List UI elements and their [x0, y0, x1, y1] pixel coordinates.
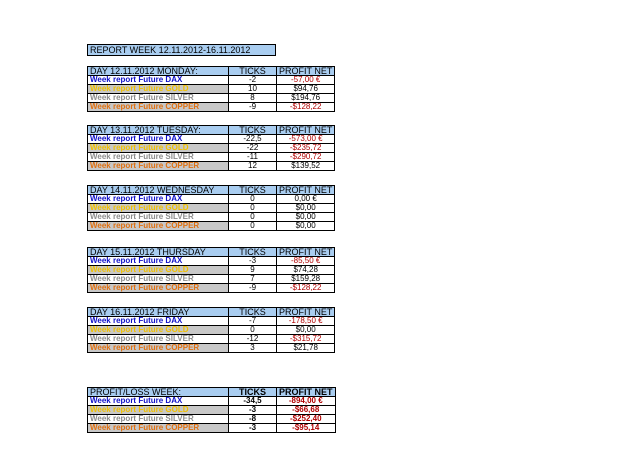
profit-cell: -85,50 €: [277, 257, 335, 266]
table-row: [88, 266, 335, 275]
instrument-label-dax: Week report Future DAX: [88, 317, 229, 326]
table-row: [88, 195, 335, 204]
block-title: DAY 16.11.2012 FRIDAY: [88, 308, 229, 317]
profit-cell: $94,76: [277, 85, 335, 94]
report-title: REPORT WEEK 12.11.2012-16.11.2012: [87, 44, 276, 56]
profit-cell: -$128,22: [277, 284, 335, 293]
table-row: [88, 153, 335, 162]
instrument-label-gold: Week report Future GOLD: [88, 85, 229, 94]
block-title: DAY 13.11.2012 TUESDAY:: [88, 126, 229, 135]
instrument-label-copper: Week report Future COPPER: [88, 424, 229, 433]
instrument-label-gold: Week report Future GOLD: [88, 406, 229, 415]
ticks-header: TICKS: [229, 388, 277, 397]
profit-cell: -$66,68: [277, 406, 336, 415]
profit-cell: -178,50 €: [277, 317, 335, 326]
table-row: [88, 85, 335, 94]
profit-cell: $0,00: [277, 204, 335, 213]
ticks-header: TICKS: [229, 248, 277, 257]
table-row: [88, 415, 336, 424]
table-row: [88, 257, 335, 266]
ticks-cell: -11: [229, 153, 277, 162]
table-row: [88, 406, 336, 415]
instrument-label-gold: Week report Future GOLD: [88, 204, 229, 213]
profit-cell: -573,00 €: [277, 135, 335, 144]
instrument-label-copper: Week report Future COPPER: [88, 162, 229, 171]
profit-cell: -$290,72: [277, 153, 335, 162]
table-row: [88, 213, 335, 222]
table-row: [88, 144, 335, 153]
day-table-1: [87, 66, 335, 112]
ticks-cell: -22,5: [229, 135, 277, 144]
profit-cell: $0,00: [277, 222, 335, 231]
ticks-cell: 10: [229, 85, 277, 94]
instrument-label-silver: Week report Future SILVER: [88, 153, 229, 162]
instrument-label-gold: Week report Future GOLD: [88, 144, 229, 153]
instrument-label-dax: Week report Future DAX: [88, 76, 229, 85]
profit-cell: $139,52: [277, 162, 335, 171]
ticks-cell: 8: [229, 94, 277, 103]
instrument-label-dax: Week report Future DAX: [88, 195, 229, 204]
profit-cell: -894,00 €: [277, 397, 336, 406]
instrument-label-copper: Week report Future COPPER: [88, 103, 229, 112]
table-header-row: [88, 186, 335, 195]
block-title: DAY 12.11.2012 MONDAY:: [88, 67, 229, 76]
table-row: [88, 204, 335, 213]
day-table-2: [87, 125, 335, 171]
table-row: [88, 344, 335, 353]
ticks-cell: 0: [229, 326, 277, 335]
ticks-cell: -3: [229, 424, 277, 433]
instrument-label-silver: Week report Future SILVER: [88, 213, 229, 222]
ticks-cell: -3: [229, 406, 277, 415]
profit-cell: -$252,40: [277, 415, 336, 424]
profit-cell: 0,00 €: [277, 195, 335, 204]
profit-cell: $21,78: [277, 344, 335, 353]
ticks-cell: -9: [229, 103, 277, 112]
ticks-cell: 3: [229, 344, 277, 353]
instrument-label-dax: Week report Future DAX: [88, 257, 229, 266]
table-header-row: [88, 388, 336, 397]
profit-cell: -$128,22: [277, 103, 335, 112]
profit-header: PROFIT NET: [277, 308, 335, 317]
table-header-row: [88, 126, 335, 135]
table-header-row: [88, 67, 335, 76]
table-header-row: [88, 308, 335, 317]
instrument-label-silver: Week report Future SILVER: [88, 275, 229, 284]
ticks-cell: -9: [229, 284, 277, 293]
profit-cell: -$95,14: [277, 424, 336, 433]
table-row: [88, 222, 335, 231]
ticks-cell: -22: [229, 144, 277, 153]
table-row: [88, 284, 335, 293]
ticks-cell: 0: [229, 195, 277, 204]
ticks-header: TICKS: [229, 126, 277, 135]
table-row: [88, 275, 335, 284]
table-row: [88, 103, 335, 112]
ticks-cell: -8: [229, 415, 277, 424]
table-row: [88, 424, 336, 433]
ticks-cell: 9: [229, 266, 277, 275]
profit-cell: $74,28: [277, 266, 335, 275]
day-table-5: [87, 307, 335, 353]
ticks-header: TICKS: [229, 186, 277, 195]
ticks-cell: 0: [229, 213, 277, 222]
ticks-cell: -34,5: [229, 397, 277, 406]
instrument-label-dax: Week report Future DAX: [88, 397, 229, 406]
ticks-cell: -3: [229, 257, 277, 266]
table-row: [88, 335, 335, 344]
table-row: [88, 76, 335, 85]
block-title: PROFIT/LOSS WEEK:: [88, 388, 229, 397]
profit-header: PROFIT NET: [277, 388, 336, 397]
profit-cell: $194,76: [277, 94, 335, 103]
profit-cell: $159,28: [277, 275, 335, 284]
table-header-row: [88, 248, 335, 257]
table-row: [88, 326, 335, 335]
profit-cell: -$315,72: [277, 335, 335, 344]
ticks-header: TICKS: [229, 67, 277, 76]
profit-header: PROFIT NET: [277, 67, 335, 76]
table-row: [88, 317, 335, 326]
instrument-label-copper: Week report Future COPPER: [88, 284, 229, 293]
instrument-label-copper: Week report Future COPPER: [88, 344, 229, 353]
instrument-label-silver: Week report Future SILVER: [88, 335, 229, 344]
profit-cell: -57,00 €: [277, 76, 335, 85]
ticks-cell: 0: [229, 204, 277, 213]
ticks-cell: -7: [229, 317, 277, 326]
instrument-label-gold: Week report Future GOLD: [88, 266, 229, 275]
ticks-cell: 0: [229, 222, 277, 231]
week-summary-table: [87, 387, 336, 433]
instrument-label-dax: Week report Future DAX: [88, 135, 229, 144]
profit-cell: -$235,72: [277, 144, 335, 153]
table-row: [88, 135, 335, 144]
ticks-cell: 12: [229, 162, 277, 171]
day-table-4: [87, 247, 335, 293]
profit-header: PROFIT NET: [277, 126, 335, 135]
instrument-label-silver: Week report Future SILVER: [88, 415, 229, 424]
block-title: DAY 14.11.2012 WEDNESDAY: [88, 186, 229, 195]
ticks-header: TICKS: [229, 308, 277, 317]
instrument-label-silver: Week report Future SILVER: [88, 94, 229, 103]
table-row: [88, 397, 336, 406]
profit-header: PROFIT NET: [277, 186, 335, 195]
instrument-label-gold: Week report Future GOLD: [88, 326, 229, 335]
instrument-label-copper: Week report Future COPPER: [88, 222, 229, 231]
ticks-cell: 7: [229, 275, 277, 284]
block-title: DAY 15.11.2012 THURSDAY: [88, 248, 229, 257]
table-row: [88, 94, 335, 103]
profit-cell: $0,00: [277, 213, 335, 222]
table-row: [88, 162, 335, 171]
ticks-cell: -2: [229, 76, 277, 85]
profit-cell: $0,00: [277, 326, 335, 335]
profit-header: PROFIT NET: [277, 248, 335, 257]
day-table-3: [87, 185, 335, 231]
ticks-cell: -12: [229, 335, 277, 344]
